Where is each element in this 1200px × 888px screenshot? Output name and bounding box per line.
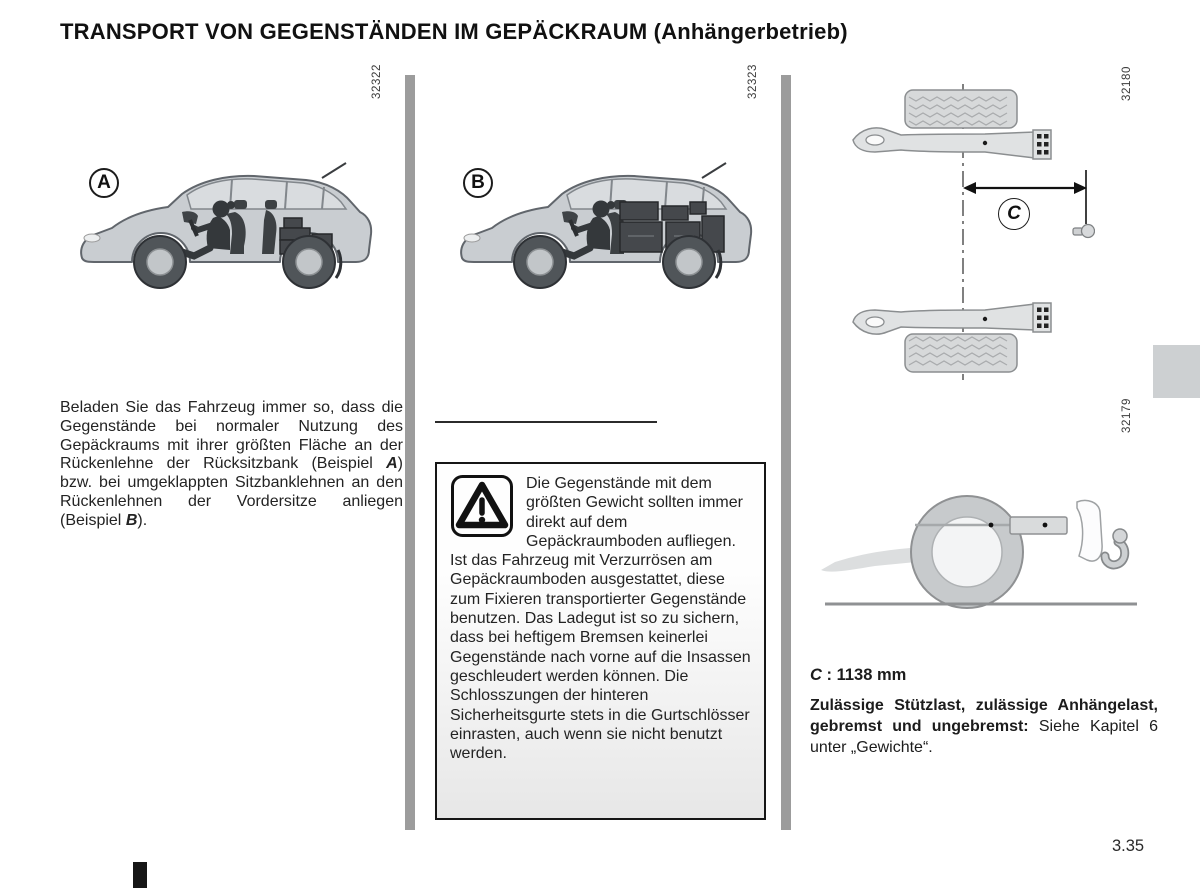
- warning-triangle-icon: [450, 474, 514, 538]
- intro-text-2: ) bzw. bei umgeklappten Sitzbanklehnen an den Rückenlehnen der Vordersitze anliegen (Beispiel: [60, 455, 403, 529]
- dimension-mm: : 1138 mm: [826, 666, 907, 684]
- label-b-text: B: [471, 172, 485, 193]
- label-c-text: C: [1007, 203, 1021, 224]
- warning-box: [435, 462, 766, 820]
- figure-number-32179: 32179: [1121, 398, 1133, 433]
- intro-text-1: Beladen Sie das Fahrzeug immer so, dass die Gegenstände bei normaler Nutzung des Gepäckraums mit ihrer größten Fläche an der Rückenlehne der Rücksitzbank (Beispiel: [60, 399, 403, 473]
- car-illustration-a: [70, 150, 400, 320]
- intro-label-b: B: [125, 511, 138, 529]
- dimension-value: [810, 666, 906, 685]
- car-illustration-b: [450, 150, 780, 320]
- label-a-text: A: [97, 172, 111, 193]
- label-circle-c: [998, 198, 1030, 230]
- intro-label-a: A: [386, 455, 398, 473]
- load-note-regular: Siehe Kapitel 6 unter „Gewichte“.: [810, 717, 1158, 756]
- label-circle-b: [463, 168, 493, 198]
- figure-number-32322: 32322: [371, 64, 383, 99]
- load-note: [810, 696, 1158, 758]
- load-note-bold: Zulässige Stützlast, zulässige Anhängelast, gebremst und ungebremst:: [810, 697, 1158, 735]
- figure-number-32180: 32180: [1121, 66, 1133, 101]
- page-title: TRANSPORT VON GEGENSTÄNDEN IM GEPÄCKRAUM (Anhängerbetrieb): [60, 19, 848, 44]
- intro-paragraph: [60, 399, 403, 531]
- separator-line: [435, 421, 657, 423]
- print-registration-mark: [133, 862, 147, 888]
- page-number: 3.35: [1111, 837, 1145, 855]
- warning-text: Die Gegenstände mit dem größten Gewicht sollten immer direkt auf dem Gepäckraumboden aufliegen. Ist das Fahrzeug mit Verzurrösen am Gepäckraumboden ausgestattet, diese zum Fixieren transportierter Gegenstände benutzen. Das Ladegut ist so zu sichern, dass bei heftigem Bremsen keinerlei Gegenstände nach vorne auf die Insassen geschleudert werden können. Die Schlosszungen der hinteren Sicherheitsgurte stets in die Gurtschlösser einrasten, auch wenn sie nicht benutzt werden.: [450, 475, 751, 763]
- column-divider-left: [405, 75, 415, 830]
- column-divider-right: [781, 75, 791, 830]
- chapter-side-tab: [1153, 345, 1200, 398]
- intro-text-3: ).: [137, 511, 148, 529]
- figure-number-32323: 32323: [747, 64, 759, 99]
- towball-wheel-diagram: [815, 462, 1147, 637]
- label-circle-a: [89, 168, 119, 198]
- axle-dimension-diagram: [845, 82, 1095, 382]
- dimension-label-c: C: [810, 666, 822, 684]
